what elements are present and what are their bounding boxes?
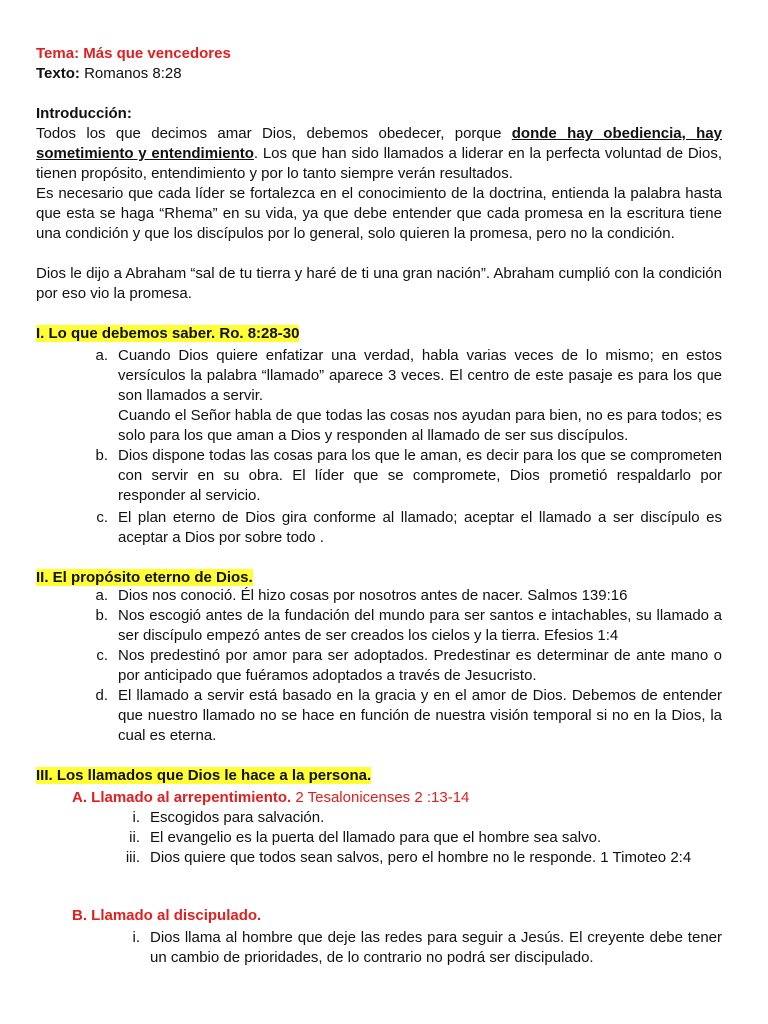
section-1-item-b: Dios dispone todas las cosas para los que le aman, es decir para los que se comprometen con servir en su obra. El líder que se compromete, Dios prometió respaldarlo por responder al servicio. [118, 447, 722, 504]
section-3-sub-b-title: Llamado al discipulado. [91, 907, 262, 924]
section-1-item-c-marker: c. [96, 509, 108, 526]
sub-a-item-ii-marker: ii. [129, 829, 140, 846]
sub-a-item-i: Escogidos para salvación. [150, 809, 325, 826]
section-3-sub-a-marker: A. [72, 789, 87, 806]
section-2-item-b-marker: b. [95, 607, 108, 624]
section-1-item-a: Cuando Dios quiere enfatizar una verdad, habla varias veces de lo mismo; en estos versículos la palabra “llamado” aparece 3 veces. El centro de este pasaje es para los que son llamados a servir. Cuando el Señor habla de que todas las cosas nos ayudan para bien, no es para todos; es solo para los que aman a Dios y responden al llamado de ser sus discípulos. [118, 347, 722, 444]
sub-a-item-iii-marker: iii. [125, 849, 140, 866]
tema-line [36, 44, 722, 64]
section-2-item-a-marker: a. [95, 587, 108, 604]
intro-heading: Introducción: [36, 105, 132, 122]
section-3-sub-b-heading [72, 906, 261, 926]
section-1-item-a-marker: a. [95, 347, 108, 364]
texto-label: Texto: [36, 65, 80, 82]
section-3-heading: III. Los llamados que Dios le hace a la persona. [36, 767, 372, 784]
sub-b-item-i-marker: i. [132, 929, 140, 946]
section-1-item-c: El plan eterno de Dios gira conforme al llamado; aceptar el llamado a ser discípulo es aceptar a Dios por sobre todo . [118, 509, 722, 546]
sub-a-item-i-marker: i. [132, 809, 140, 826]
tema-value: Más que vencedores [83, 45, 231, 62]
section-2-item-a: Dios nos conoció. Él hizo cosas por nosotros antes de nacer. Salmos 139:16 [118, 587, 628, 604]
section-3-sub-a-reference: 2 Tesalonicenses 2 :13-14 [291, 789, 470, 806]
intro-paragraph-3: Dios le dijo a Abraham “sal de tu tierra y haré de ti una gran nación”. Abraham cumplió con la condición por eso vio la promesa. [36, 265, 722, 302]
sub-b-item-i: Dios llama al hombre que deje las redes para seguir a Jesús. El creyente debe tener un cambio de prioridades, de lo contrario no podrá ser discipulado. [150, 929, 722, 966]
tema-label: Tema: [36, 45, 80, 62]
texto-value: Romanos 8:28 [84, 65, 182, 82]
sub-a-item-ii: El evangelio es la puerta del llamado para que el hombre sea salvo. [150, 829, 602, 846]
section-2-item-d: El llamado a servir está basado en la gracia y en el amor de Dios. Debemos de entender que nuestro llamado no se hace en función de nuestra visión temporal si no en la Dios, la cual es eterna. [118, 687, 722, 744]
section-1-item-b-marker: b. [95, 447, 108, 464]
sub-a-item-iii: Dios quiere que todos sean salvos, pero el hombre no le responde. 1 Timoteo 2:4 [150, 849, 692, 866]
section-2-item-c-marker: c. [96, 647, 108, 664]
section-2-item-d-marker: d. [95, 687, 108, 704]
section-3-sub-b-marker: B. [72, 907, 87, 924]
section-2-heading: II. El propósito eterno de Dios. [36, 569, 253, 586]
intro-p1-start: Todos los que decimos amar Dios, debemos obedecer, porque [36, 125, 512, 142]
section-1-item-a-continuation: Cuando el Señor habla de que todas las cosas nos ayudan para bien, no es para todos; es solo para los que aman a Dios y responden al llamado de ser sus discípulos. [118, 407, 722, 444]
section-1-heading: I. Lo que debemos saber. Ro. 8:28-30 [36, 325, 300, 342]
texto-line [36, 64, 722, 84]
section-2-item-c: Nos predestinó por amor para ser adoptados. Predestinar es determinar de ante mano o por anticipado que fuéramos adoptados a través de Jesucristo. [118, 647, 722, 684]
section-3-sub-a-title: Llamado al arrepentimiento. [91, 789, 292, 806]
section-2-item-b: Nos escogió antes de la fundación del mundo para ser santos e intachables, su llamado a ser discípulo empezó antes de ser creados los cielos y la tierra. Efesios 1:4 [118, 607, 722, 644]
section-3-sub-a-heading [72, 788, 469, 808]
intro-p1-end: . Los que han sido llamados a liderar en la perfecta voluntad de Dios, tienen propósito, entendimiento y por lo tanto siempre verán resultados. [36, 145, 722, 182]
intro-paragraph-2: Es necesario que cada líder se fortalezca en el conocimiento de la doctrina, entienda la palabra hasta que esta se haga “Rhema” en su vida, ya que debe entender que cada promesa en la escritura tiene una condición y que los discípulos por lo general, solo quieren la promesa, pero no la condición. [36, 185, 722, 242]
intro-p1-underlined: donde hay obediencia, hay sometimiento y entendimiento [36, 125, 722, 162]
intro-paragraph-1 [36, 124, 722, 184]
